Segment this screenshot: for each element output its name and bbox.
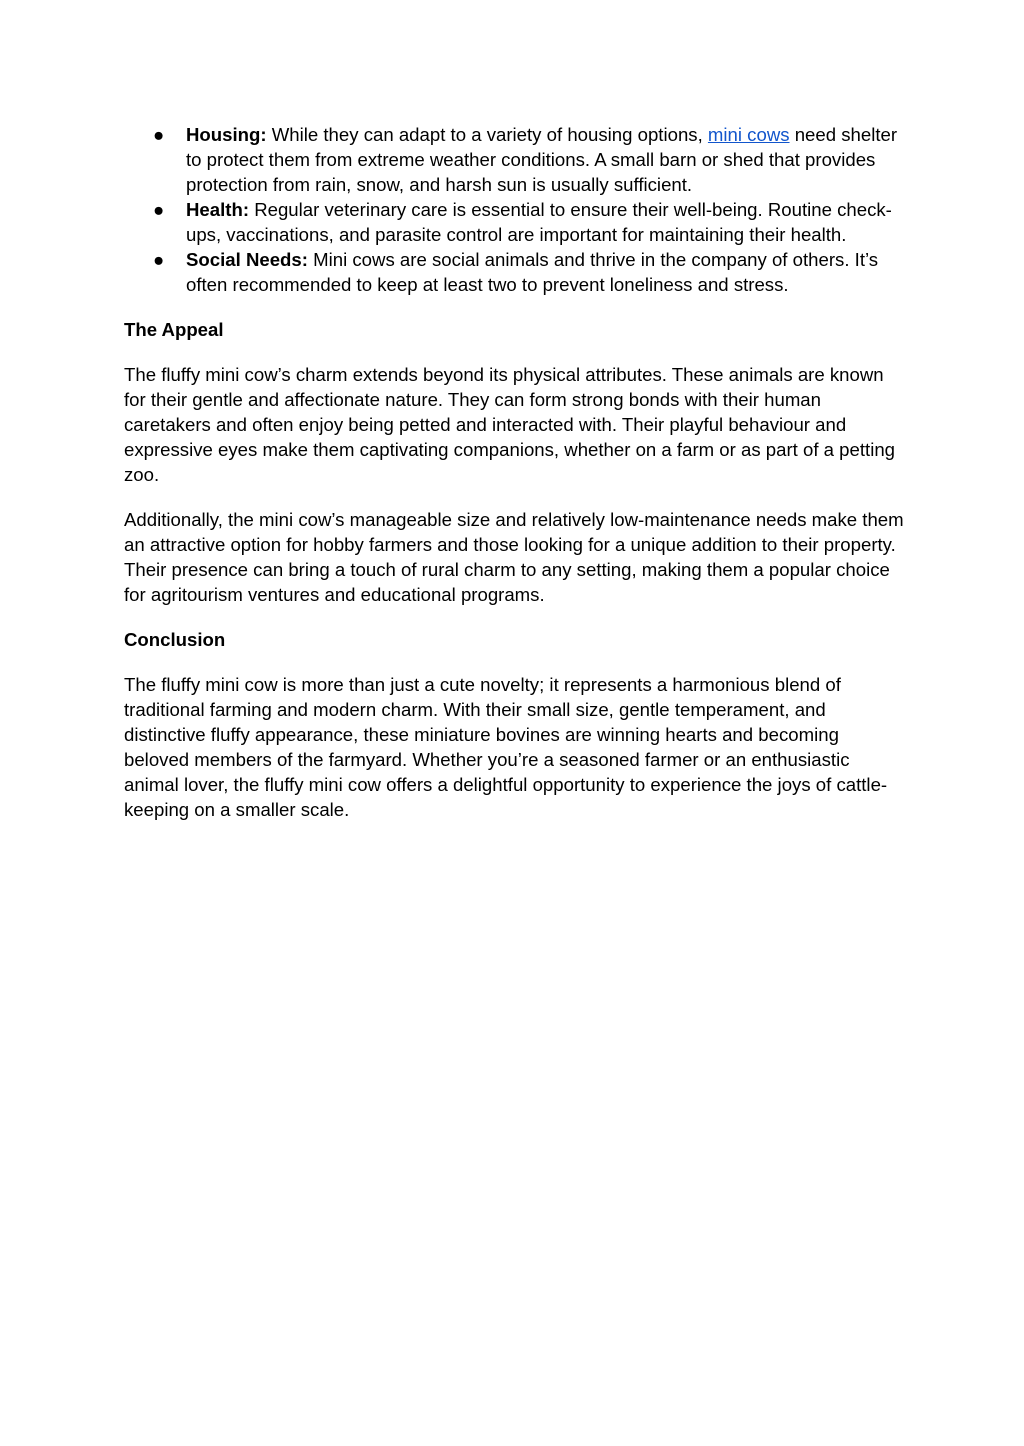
- document-page: [124, 122, 904, 822]
- housing-text-after: need shelter to protect them from extreme weather conditions. A small barn or shed that provides protection from rain, snow, and harsh sun is usually sufficient.: [186, 124, 898, 195]
- bullet-icon: ●: [153, 249, 165, 270]
- conclusion-heading: Conclusion: [124, 629, 226, 650]
- housing-text-before: While they can adapt to a variety of housing options,: [266, 124, 708, 145]
- list-item-housing: [124, 122, 904, 197]
- bullet-icon: ●: [153, 124, 165, 145]
- care-requirements-list: [124, 122, 904, 297]
- social-needs-text: Mini cows are social animals and thrive in the company of others. It’s often recommended to keep at least two to prevent loneliness and stress.: [186, 249, 879, 295]
- list-item-health: [124, 197, 904, 247]
- conclusion-paragraph: The fluffy mini cow is more than just a cute novelty; it represents a harmonious blend of traditional farming and modern charm. With their small size, gentle temperament, and distinctive fluffy appearance, these miniature bovines are winning hearts and becoming beloved members of the farmyard. Whether you’re a seasoned farmer or an enthusiastic animal lover, the fluffy mini cow offers a delightful opportunity to experience the joys of cattle-keeping on a smaller scale.: [124, 674, 888, 820]
- appeal-paragraph-1: The fluffy mini cow’s charm extends beyond its physical attributes. These animals are known for their gentle and affectionate nature. They can form strong bonds with their human caretakers and often enjoy being petted and interacted with. Their playful behaviour and expressive eyes make them captivating companions, whether on a farm or as part of a petting zoo.: [124, 364, 896, 485]
- list-item-social-needs: [124, 247, 904, 297]
- health-text: Regular veterinary care is essential to ensure their well-being. Routine check-ups, vaccinations, and parasite control are important for maintaining their health.: [186, 199, 892, 245]
- mini-cows-link[interactable]: mini cows: [707, 124, 790, 145]
- appeal-heading: The Appeal: [124, 319, 224, 340]
- social-needs-term: Social Needs:: [186, 249, 308, 270]
- health-term: Health:: [186, 199, 250, 220]
- bullet-icon: ●: [153, 199, 165, 220]
- housing-term: Housing:: [186, 124, 267, 145]
- appeal-paragraph-2: Additionally, the mini cow’s manageable size and relatively low-maintenance needs make them an attractive option for hobby farmers and those looking for a unique addition to their property. Their presence can bring a touch of rural charm to any setting, making them a popular choice for agritourism ventures and educational programs.: [124, 509, 904, 605]
